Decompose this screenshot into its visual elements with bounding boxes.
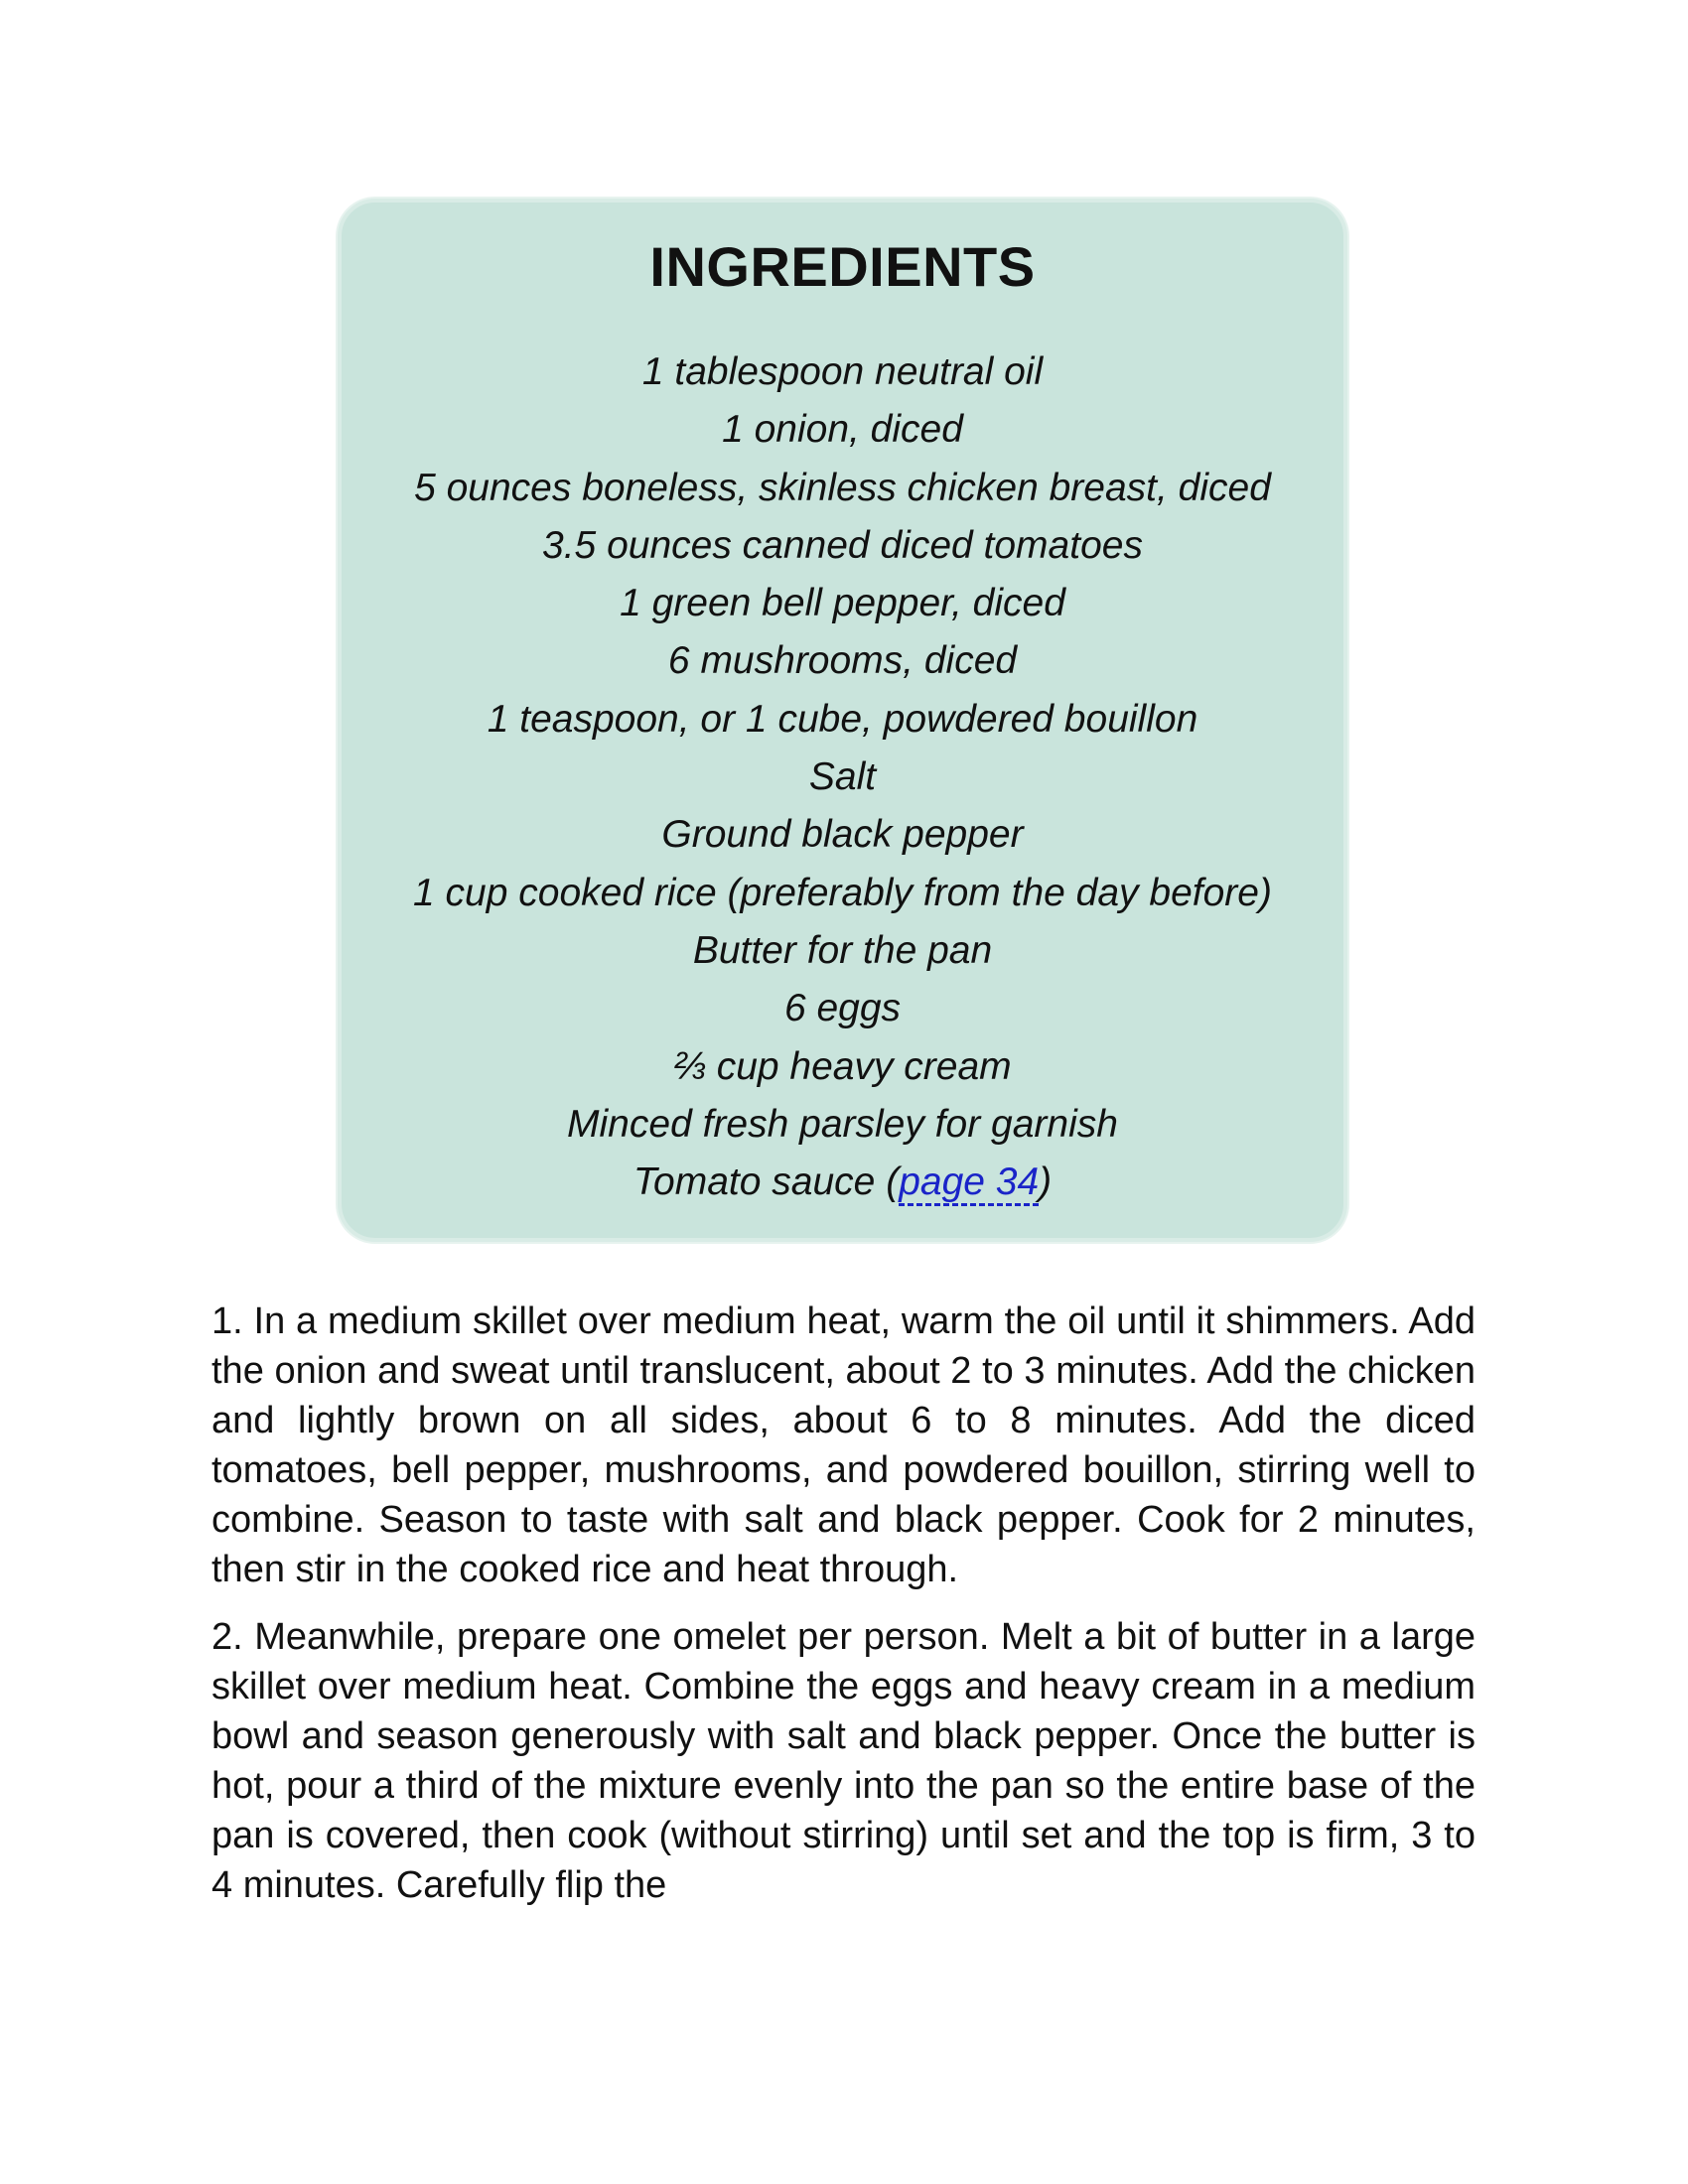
ingredient-item: 6 mushrooms, diced bbox=[667, 639, 1018, 683]
ingredient-item: 1 tablespoon neutral oil bbox=[641, 350, 1044, 393]
ingredient-item: Butter for the pan bbox=[692, 928, 993, 972]
page-34-link[interactable]: page 34 bbox=[899, 1160, 1039, 1206]
tomato-sauce-prefix: Tomato sauce ( bbox=[633, 1160, 900, 1204]
ingredient-item: 3.5 ounces canned diced tomatoes bbox=[542, 523, 1143, 567]
step-2: 2. Meanwhile, prepare one omelet per person. Melt a bit of butter in a large skillet over medium heat. Combine the eggs and heavy cream in a medium bowl and season generously with salt and black pepper. Once the butter is hot, pour a third of the mixture evenly into the pan so the entire base of the pan is covered, then cook (without stirring) until set and the top is firm, 3 to 4 minutes. Carefully flip the bbox=[211, 1616, 1476, 1906]
instructions bbox=[211, 1297, 1476, 1928]
ingredients-title: INGREDIENTS bbox=[649, 235, 1036, 298]
ingredient-item: Ground black pepper bbox=[661, 813, 1024, 857]
step-1: 1. In a medium skillet over medium heat, warm the oil until it shimmers. Add the onion and sweat until translucent, about 2 to 3 minutes. Add the chicken and lightly brown on all sides, about 6 to 8 minutes. Add the diced tomatoes, bell pepper, mushrooms, and powdered bouillon, stirring well to combine. Season to taste with salt and black pepper. Cook for 2 minutes, then stir in the cooked rice and heat through. bbox=[211, 1300, 1476, 1590]
ingredient-item: 1 green bell pepper, diced bbox=[620, 582, 1065, 625]
ingredient-item: ⅔ cup heavy cream bbox=[673, 1044, 1012, 1088]
ingredient-item: 1 teaspoon, or 1 cube, powdered bouillon bbox=[487, 697, 1198, 741]
ingredient-list bbox=[342, 343, 1343, 1211]
ingredient-item: Minced fresh parsley for garnish bbox=[567, 1102, 1118, 1146]
ingredient-item: 6 eggs bbox=[783, 987, 902, 1030]
ingredient-item: 5 ounces boneless, skinless chicken breast, diced bbox=[414, 466, 1271, 509]
ingredient-item: 1 cup cooked rice (preferably from the day before) bbox=[413, 871, 1272, 914]
tomato-sauce-suffix: ) bbox=[1039, 1160, 1053, 1204]
ingredients-box bbox=[338, 199, 1347, 1242]
ingredient-item: 1 onion, diced bbox=[722, 408, 963, 452]
ingredient-item-tomato-sauce bbox=[342, 1154, 1343, 1211]
ingredient-item: Salt bbox=[808, 755, 877, 799]
